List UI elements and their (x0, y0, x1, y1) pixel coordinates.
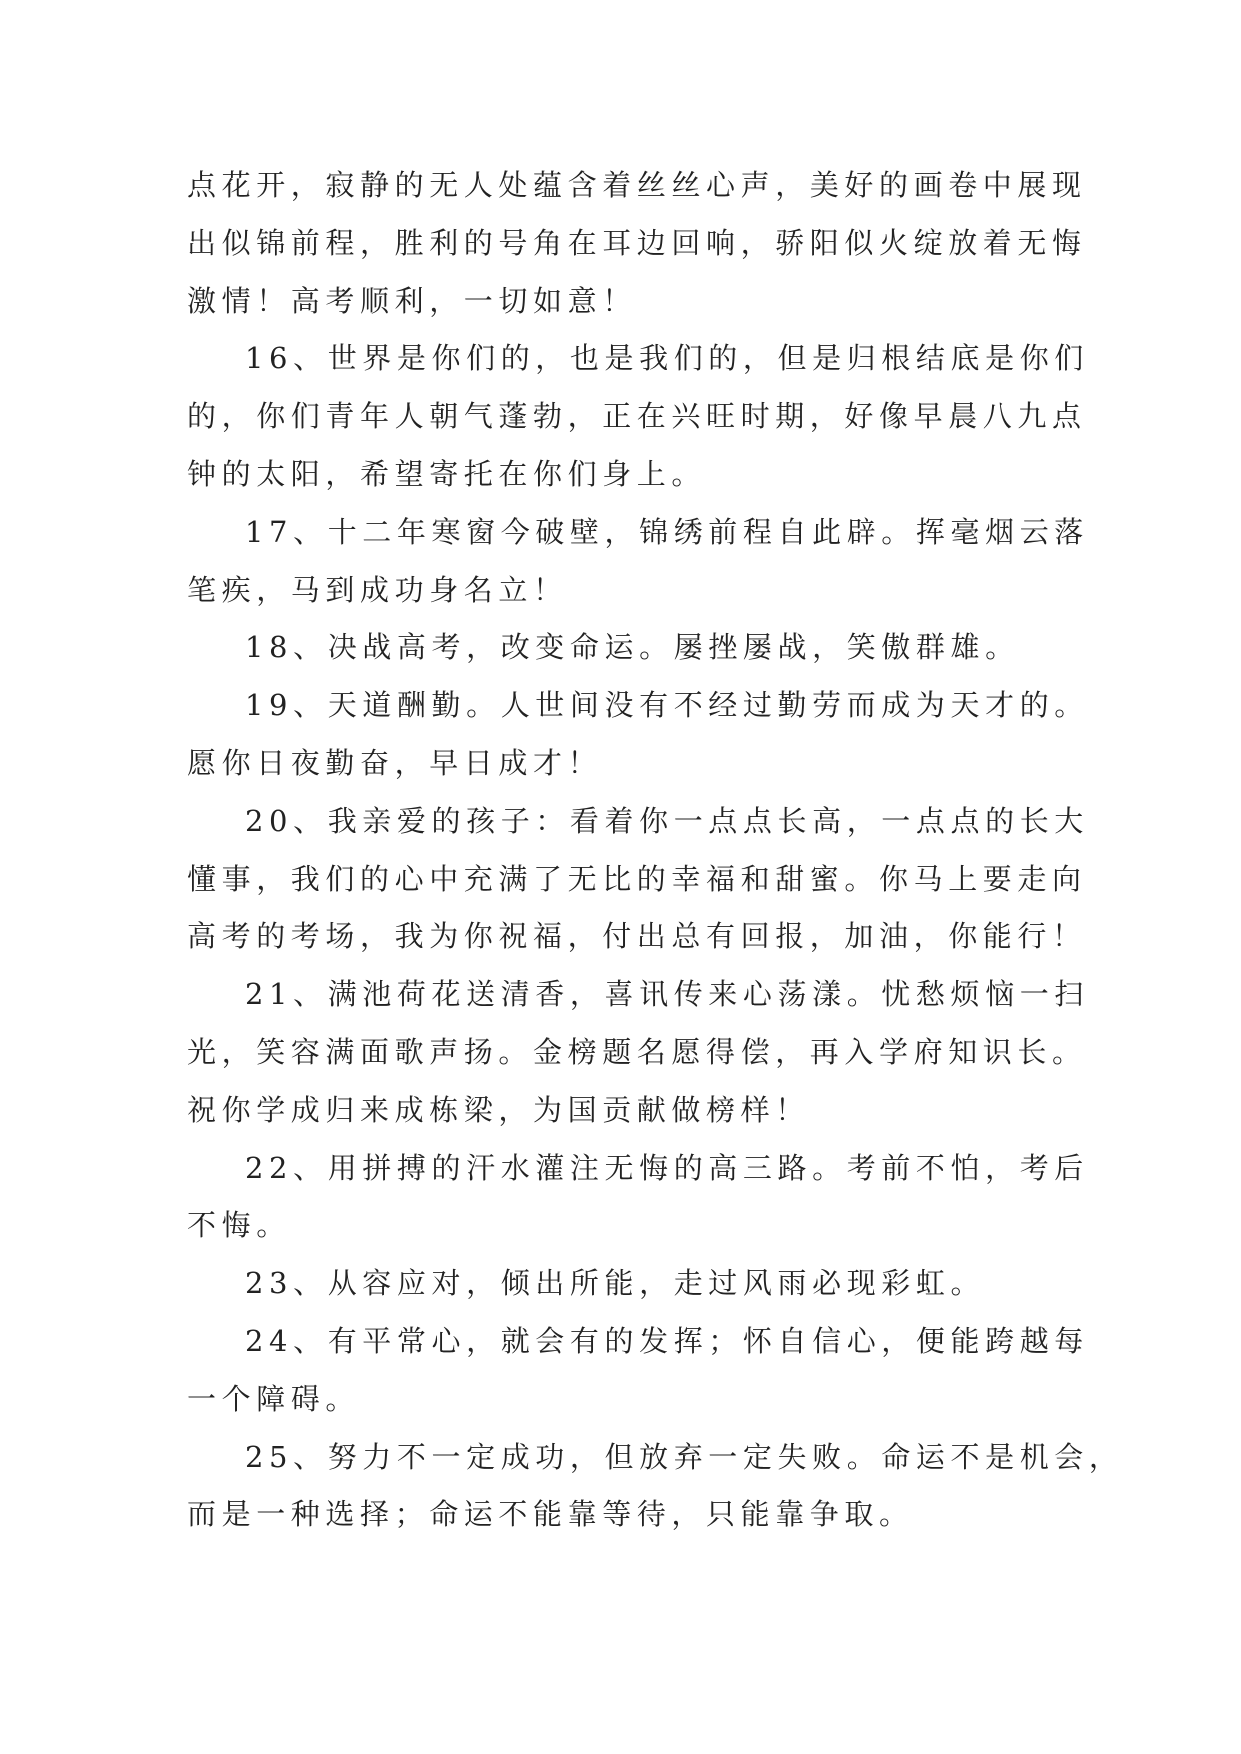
paragraph-21 (187, 966, 1089, 1139)
text-line: 懂事，我们的心中充满了无比的幸福和甜蜜。你马上要走向 (187, 861, 1087, 896)
paragraph-23 (187, 1255, 1067, 1313)
text-line: 19、天道酬勤。人世间没有不经过勤劳而成为天才的。 (245, 688, 1089, 723)
text-line: 而是一种选择；命运不能靠等待，只能靠争取。 (187, 1497, 914, 1532)
text-line: 20、我亲爱的孩子：看着你一点点长高，一点点的长大 (245, 803, 1089, 838)
paragraph-19 (187, 677, 1089, 793)
paragraph-continuation (187, 157, 1087, 330)
text-line: 24、有平常心，就会有的发挥；怀自信心，便能跨越每 (245, 1323, 1089, 1358)
text-line: 21、满池荷花送清香，喜讯传来心荡漾。忧愁烦恼一扫 (245, 977, 1089, 1012)
text-line: 16、世界是你们的，也是我们的，但是归根结底是你们 (245, 341, 1089, 376)
text-line: 光，笑容满面歌声扬。金榜题名愿得偿，再入学府知识长。 (187, 1034, 1087, 1069)
document-body (187, 157, 1124, 1544)
text-line: 愿你日夜勤奋，早日成才！ (187, 745, 603, 780)
paragraph-25 (187, 1429, 1124, 1545)
text-line: 祝你学成归来成栋梁，为国贡献做榜样！ (187, 1092, 810, 1127)
paragraph-16 (187, 330, 1089, 503)
text-line: 激情！高考顺利，一切如意！ (187, 283, 637, 318)
text-line: 钟的太阳，希望寄托在你们身上。 (187, 456, 707, 491)
text-line: 不悔。 (187, 1208, 291, 1243)
text-line: 出似锦前程，胜利的号角在耳边回响，骄阳似火绽放着无悔 (187, 225, 1087, 260)
paragraph-20 (187, 793, 1089, 966)
paragraph-17 (187, 504, 1089, 620)
text-line: 25、努力不一定成功，但放弃一定失败。命运不是机会， (245, 1439, 1124, 1474)
text-line: 点花开，寂静的无人处蕴含着丝丝心声，美好的画卷中展现 (187, 168, 1087, 202)
text-line: 笔疾，马到成功身名立！ (187, 572, 568, 607)
text-line: 18、决战高考，改变命运。屡挫屡战，笑傲群雄。 (245, 630, 1020, 665)
text-line: 22、用拼搏的汗水灌注无悔的高三路。考前不怕，考后 (245, 1150, 1089, 1185)
paragraph-18 (187, 619, 1067, 677)
paragraph-22 (187, 1140, 1089, 1256)
paragraph-24 (187, 1313, 1089, 1429)
text-line: 高考的考场，我为你祝福，付出总有回报，加油，你能行！ (187, 919, 1087, 954)
text-line: 23、从容应对，倾出所能，走过风雨必现彩虹。 (245, 1266, 986, 1301)
text-line: 的，你们青年人朝气蓬勃，正在兴旺时期，好像早晨八九点 (187, 399, 1087, 434)
text-line: 17、十二年寒窗今破壁，锦绣前程自此辟。挥毫烟云落 (245, 514, 1089, 549)
text-line: 一个障碍。 (187, 1381, 361, 1416)
